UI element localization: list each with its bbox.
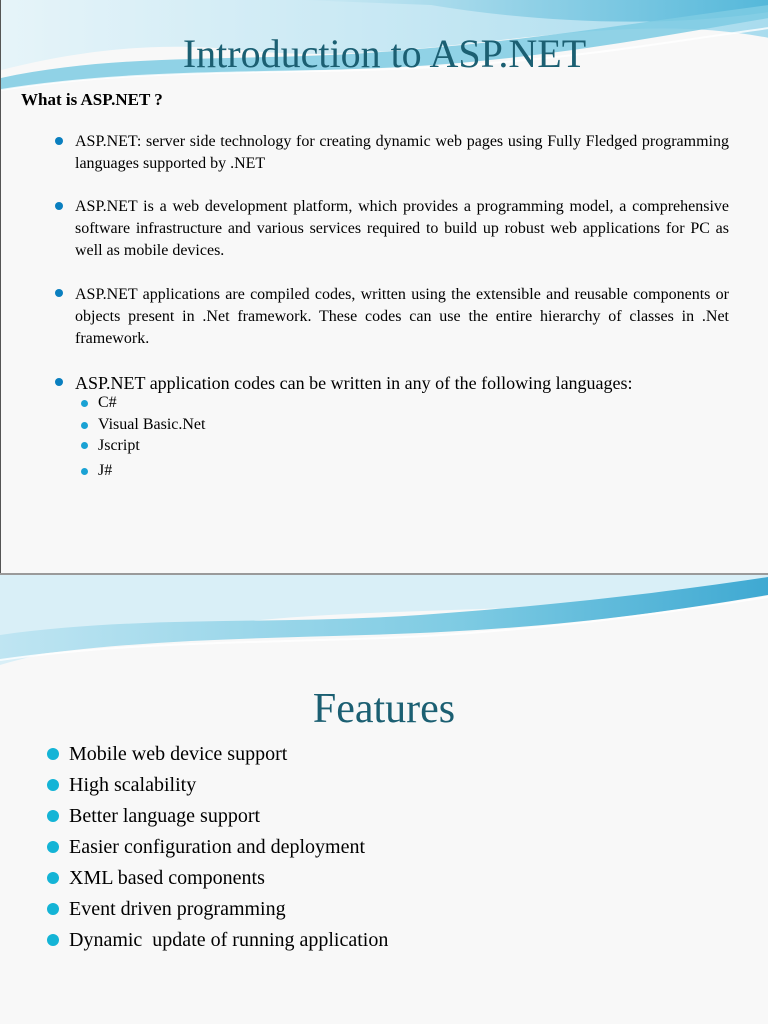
slide-title: Introduction to ASP.NET <box>182 31 587 76</box>
bullet-icon <box>55 137 63 145</box>
language-item: Visual Basic.Net <box>98 416 206 433</box>
language-item: J# <box>98 462 113 479</box>
bullet-icon <box>55 202 63 210</box>
bullet-icon <box>47 748 59 760</box>
subheading: What is ASP.NET ? <box>21 90 163 109</box>
bullet-icon <box>47 779 59 791</box>
slide-title: Features <box>312 686 456 732</box>
header-wave-decoration <box>0 575 768 665</box>
bullet-icon <box>81 400 88 407</box>
feature-item: Easier configuration and deployment <box>69 836 366 858</box>
bullet-item: ASP.NET application codes can be written in any of the following languages: <box>75 373 633 393</box>
feature-item: XML based components <box>69 867 265 889</box>
feature-item: Mobile web device support <box>69 743 288 765</box>
bullet-icon <box>47 872 59 884</box>
feature-item: Better language support <box>69 805 261 827</box>
language-item: Jscript <box>98 437 140 454</box>
feature-item: Dynamic update of running application <box>69 929 389 951</box>
bullet-item: ASP.NET applications are compiled codes, written using the extensible and reusable components or objects present in .Net framework. These codes can use the entire hierarchy of classes in .Net framework. <box>75 286 729 347</box>
feature-item: High scalability <box>69 774 197 796</box>
bullet-icon <box>47 841 59 853</box>
bullet-icon <box>81 422 88 429</box>
bullet-icon <box>55 289 63 297</box>
language-item: C# <box>98 394 117 411</box>
bullet-icon <box>81 442 88 449</box>
bullet-icon <box>55 378 63 386</box>
slide-features <box>0 575 768 1024</box>
bullet-item: ASP.NET is a web development platform, which provides a programming model, a comprehensive software infrastructure and various services required to build up robust web applications for PC as well as mobile devices. <box>75 198 729 259</box>
bullet-icon <box>47 810 59 822</box>
bullet-item: ASP.NET: server side technology for creating dynamic web pages using Fully Fledged programming languages supported by .NET <box>75 133 729 172</box>
feature-item: Event driven programming <box>69 898 286 920</box>
bullet-icon <box>81 468 88 475</box>
bullet-icon <box>47 934 59 946</box>
bullet-icon <box>47 903 59 915</box>
